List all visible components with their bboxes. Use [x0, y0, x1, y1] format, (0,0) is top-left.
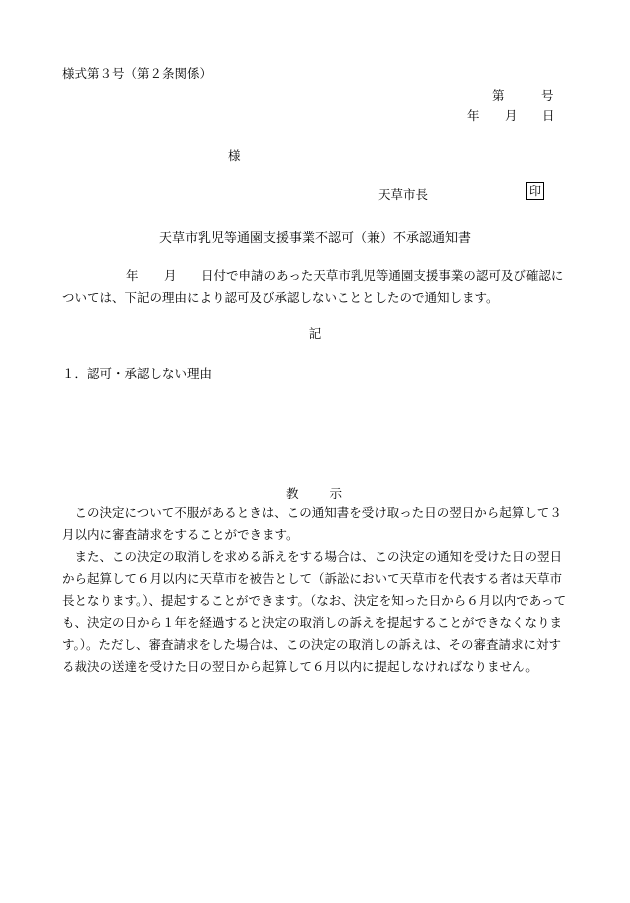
date-month-label: 月: [505, 108, 518, 123]
document-title: 天草市乳児等通園支援事業不認可（兼）不承認通知書: [158, 231, 471, 246]
body-month-label: 月: [164, 268, 177, 283]
instruction-line: も、決定の日から１年を経過すると決定の取消しの訴えを提起することができなくなりま: [62, 615, 563, 630]
instruction-line: 月以内に審査請求をすることができます。: [62, 527, 299, 542]
instruction-line: す。）。ただし、審査請求をした場合は、この決定の取消しの訴えは、その審査請求に対す: [62, 637, 562, 652]
body-line-2: ついては、下記の理由により認可及び承認しないこととしたので通知します。: [62, 290, 499, 305]
recipient-honorific: 様: [228, 148, 241, 163]
seal-mark: 印: [526, 182, 544, 200]
instruction-line: また、この決定の取消しを求める訴えをする場合は、この決定の通知を受けた日の翌日: [62, 549, 563, 564]
instruction-line: この決定について不服があるときは、この通知書を受け取った日の翌日から起算して３: [62, 505, 562, 520]
date-year-label: 年: [467, 108, 480, 123]
document-number-prefix: 第: [492, 88, 505, 103]
body-year-label: 年: [126, 268, 139, 283]
form-number: 様式第３号（第２条関係）: [62, 66, 213, 81]
instruction-title: 教 示: [285, 486, 344, 501]
body-line-1: 日付で申請のあった天草市乳児等通園支援事業の認可及び確認に: [201, 268, 564, 283]
instruction-line: から起算して６月以内に天草市を被告として（訴訟において天草市を代表する者は天草市: [62, 571, 563, 586]
document-number-suffix: 号: [541, 88, 554, 103]
issuer-name: 天草市長: [378, 187, 429, 202]
instruction-line: る裁決の送達を受けた日の翌日から起算して６月以内に提起しなければなりません。: [62, 659, 538, 674]
ki-heading: 記: [308, 326, 322, 341]
date-day-label: 日: [542, 108, 555, 123]
instruction-line: 長となります。）、提起することができます。（なお、決定を知った日から６月以内であって: [62, 593, 567, 608]
reason-heading: １．認可・承認しない理由: [62, 366, 213, 381]
